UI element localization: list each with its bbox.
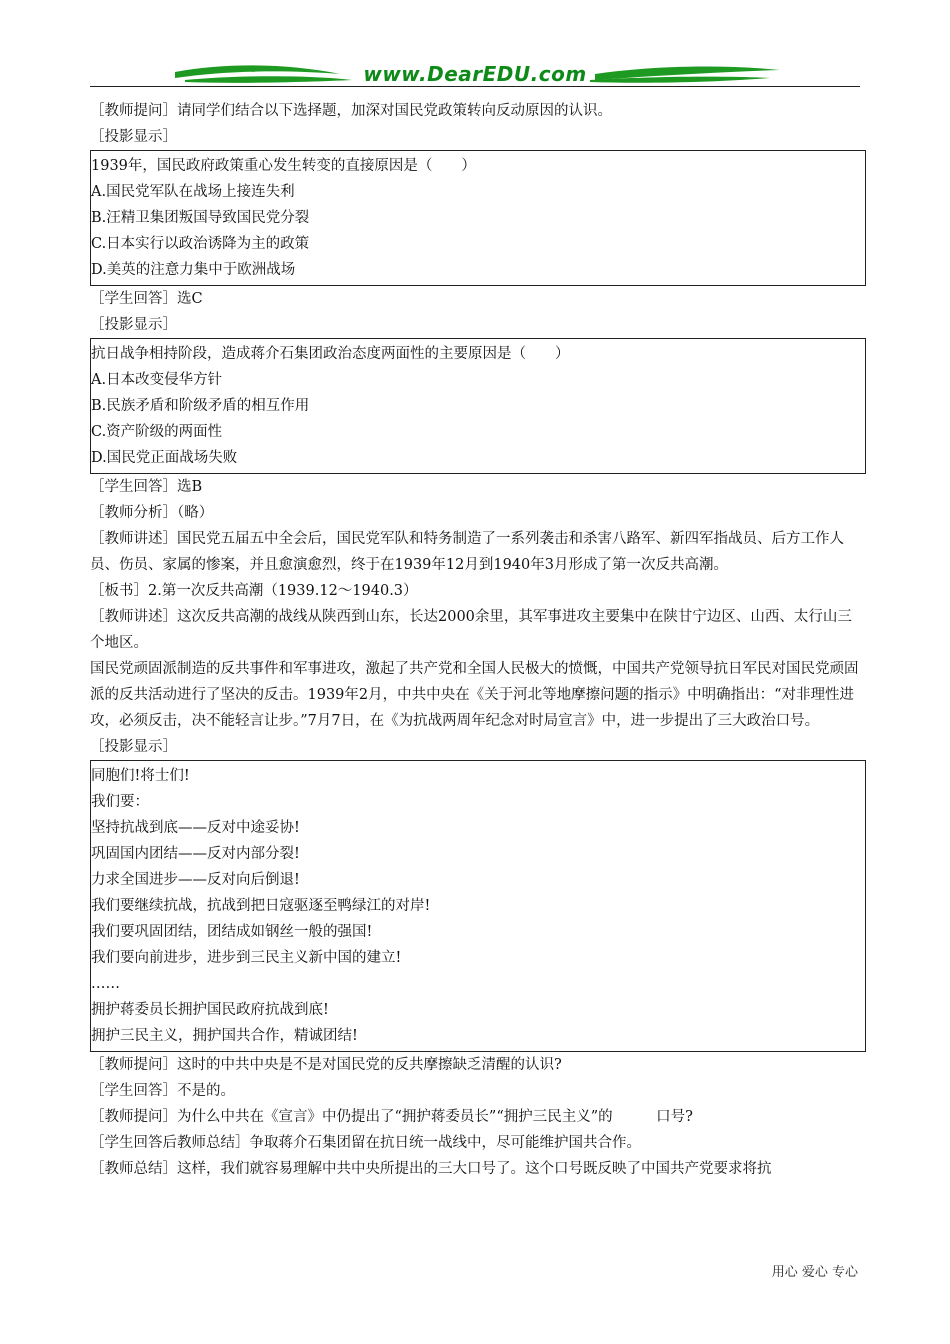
projection-line: …… [91,976,120,992]
projection-line: C.资产阶级的两面性 [91,424,223,440]
projection-line: D.美英的注意力集中于欧洲战场 [91,262,296,278]
paragraph: ［教师讲述］国民党五届五中全会后，国民党军队和特务制造了一系列袭击和杀害八路军、新四军指战员、后方工作人员、伤员、家属的惨案，并且愈演愈烈，终于在1939年12月到1940年3月形成了第一次反共高潮。 [90,531,844,573]
paragraph: ［教师提问］为什么中共在《宣言》中仍提出了“拥护蒋委员长”“拥护三民主义”的 口号? [90,1109,693,1125]
paragraph: ［教师提问］这时的中共中央是不是对国民党的反共摩擦缺乏清醒的认识? [90,1057,562,1073]
paragraph: ［教师提问］请同学们结合以下选择题，加深对国民党政策转向反动原因的认识。 [90,103,612,119]
projection-line: 我们要巩固团结，团结成如钢丝一般的强国! [91,924,373,940]
footer-slogan: 用心 爱心 专心 [771,1265,858,1280]
projection-line: B.民族矛盾和阶级矛盾的相互作用 [91,398,310,414]
header-divider [90,86,860,87]
paragraph: ［学生回答］选B [90,479,203,495]
projection-box [90,760,866,1052]
projection-line: 我们要继续抗战，抗战到把日寇驱逐至鸭绿江的对岸! [91,898,431,914]
paragraph: ［学生回答］选C [90,291,203,307]
projection-line: C.日本实行以政治诱降为主的政策 [91,236,310,252]
document-body [90,98,866,1182]
paragraph: ［学生回答］不是的。 [90,1083,235,1099]
projection-line: 拥护三民主义，拥护国共合作，精诚团结! [91,1028,358,1044]
paragraph: ［学生回答后教师总结］争取蒋介石集团留在抗日统一战线中，尽可能维护国共合作。 [90,1135,641,1151]
paragraph: ［投影显示］ [90,739,177,755]
projection-line: A.日本改变侵华方针 [91,372,223,388]
paragraph: ［投影显示］ [90,129,177,145]
projection-line: 力求全国进步——反对向后倒退! [91,872,300,888]
projection-line: 1939年，国民政府政策重心发生转变的直接原因是（ ） [91,158,476,174]
paragraph: ［板书］2.第一次反共高潮（1939.12～1940.3） [90,583,418,599]
paragraph: ［教师讲述］这次反共高潮的战线从陕西到山东，长达2000余里，其军事进攻主要集中在陕甘宁边区、山西、太行山三个地区。 [90,609,852,651]
projection-line: A.国民党军队在战场上接连失利 [91,184,295,200]
paragraph: ［投影显示］ [90,317,177,333]
projection-box [90,150,866,286]
projection-line: 坚持抗战到底——反对中途妥协! [91,820,300,836]
projection-line: 我们要向前进步，进步到三民主义新中国的建立! [91,950,402,966]
site-logo-text[interactable]: www.DearEDU.com [363,62,587,86]
projection-box [90,338,866,474]
projection-line: B.汪精卫集团叛国导致国民党分裂 [91,210,310,226]
projection-line: 我们要： [91,794,149,810]
projection-line: 抗日战争相持阶段，造成蒋介石集团政治态度两面性的主要原因是（ ） [91,346,570,362]
projection-line: 同胞们!将士们! [91,768,190,784]
projection-line: D.国民党正面战场失败 [91,450,238,466]
paragraph: ［教师分析］（略） [90,505,214,521]
paragraph: 国民党顽固派制造的反共事件和军事进攻，激起了共产党和全国人民极大的愤慨，中国共产党领导抗日军民对国民党顽固派的反共活动进行了坚决的反击。1939年2月，中共中央在《关于河北等地摩擦问题的指示》中明确指出：“对非理性进攻，必须反击，决不能轻言让步。”7月7日，在《为抗战两周年纪念对时局宣言》中，进一步提出了三大政治口号。 [90,661,859,729]
projection-line: 巩固国内团结——反对内部分裂! [91,846,300,862]
paragraph: ［教师总结］这样，我们就容易理解中共中央所提出的三大口号了。这个口号既反映了中国共产党要求将抗 [90,1161,772,1177]
projection-line: 拥护蒋委员长拥护国民政府抗战到底! [91,1002,329,1018]
